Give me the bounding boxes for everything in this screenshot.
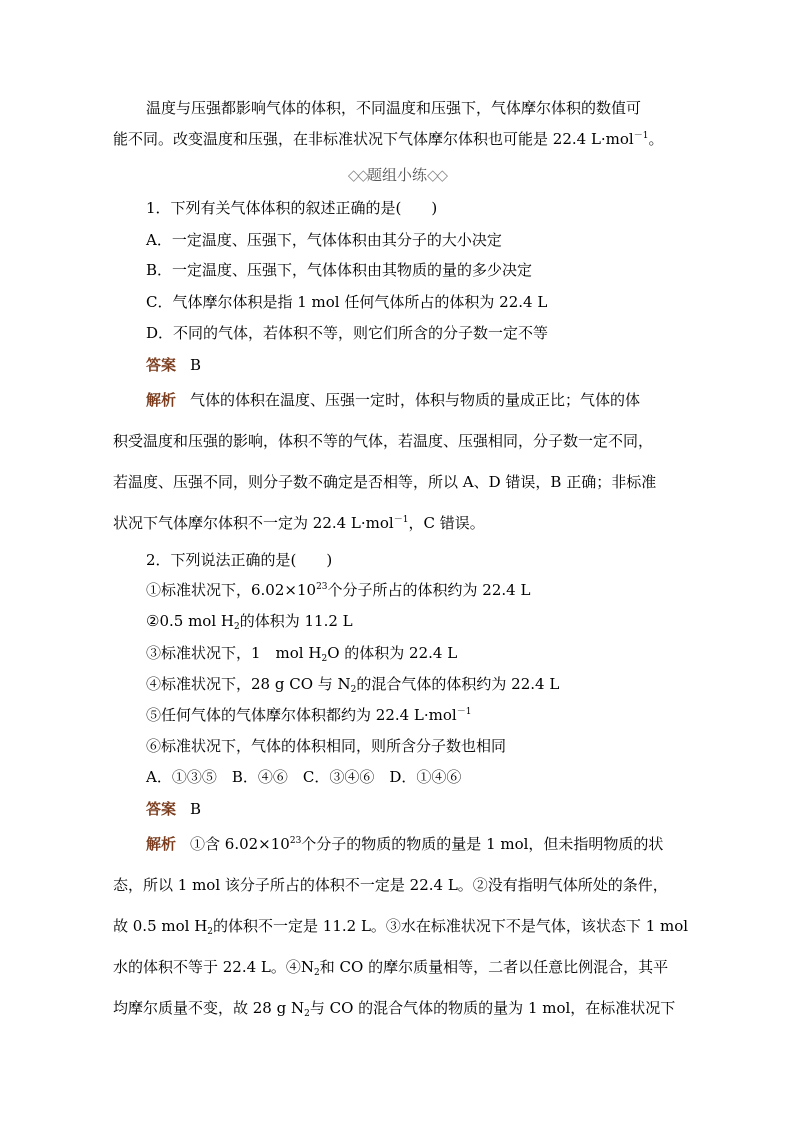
q2-statement-6: ⑥标准状况下，气体的体积相同，则所含分子数也相同: [146, 737, 507, 755]
q2-statement-2: ②0.5 mol $H_2$的体积为 11.2 L: [146, 612, 353, 632]
q2-analysis-line-5: 均摩尔质量不变，故 28 g $N_2$与 CO 的混合气体的物质的量为 1 mol，在标准状况下: [113, 999, 676, 1019]
q1-option-c: C．气体摩尔体积是指 1 mol 任何气体所占的体积为 22.4 L: [146, 293, 548, 311]
q1-analysis-line-2: 积受温度和压强的影响，体积不等的气体，若温度、压强相同，分子数一定不同，: [113, 432, 654, 450]
intro-line-2: 能不同。改变温度和压强，在非标准状况下气体摩尔体积也可能是 22.4 L·mol$^{-1}$。: [113, 130, 664, 148]
q2-choices: A．①③⑤ B．④⑥ C．③④⑥ D．①④⑥: [146, 768, 462, 786]
q1-analysis-line-4: 状况下气体摩尔体积不一定为 22.4 L·mol$^{-1}$，C 错误。: [113, 514, 485, 532]
q2-statement-5: ⑤任何气体的气体摩尔体积都约为 22.4 L·mol$^{-1}$: [146, 706, 472, 724]
diamond-icon: ◇◇: [427, 166, 447, 184]
q1-option-a: A．一定温度、压强下，气体体积由其分子的大小决定: [146, 231, 502, 249]
answer-label: 答案: [146, 356, 177, 374]
q2-statement-3: ③标准状况下，1 mol $H_2O$ 的体积为 22.4 L: [146, 644, 458, 664]
analysis-label: 解析: [146, 835, 177, 853]
answer-label: 答案: [146, 800, 177, 818]
intro-line-1: 温度与压强都影响气体的体积，不同温度和压强下，气体摩尔体积的数值可: [146, 99, 642, 117]
diamond-icon: ◇◇: [347, 166, 367, 184]
q2-analysis-line-3: 故 0.5 mol $H_2$的体积不一定是 11.2 L。③水在标准状况下不是气体，该状态下 1 mol: [113, 917, 689, 937]
q2-answer: 答案 B: [146, 800, 202, 818]
q1-analysis-line-3: 若温度、压强不同，则分子数不确定是否相等，所以 A、D 错误，B 正确；非标准: [113, 473, 657, 491]
analysis-label: 解析: [146, 391, 177, 409]
question-1-stem: 1．下列有关气体体积的叙述正确的是( ): [146, 199, 438, 217]
q2-analysis-line-1: 解析 ①含 $6.02\times 10^{23}$个分子的物质的物质的量是 1 mol，但未指明物质的状: [146, 835, 664, 853]
q2-analysis-line-2: 态，所以 1 mol 该分子所占的体积不一定是 22.4 L。②没有指明气体所处的条件，: [113, 876, 668, 894]
q1-answer: 答案 B: [146, 356, 202, 374]
q2-statement-4: ④标准状况下，28 g CO 与 $N_2$的混合气体的体积约为 22.4 L: [146, 675, 560, 695]
q1-option-d: D．不同的气体，若体积不等，则它们所含的分子数一定不等: [146, 324, 549, 342]
section-title: ◇◇题组小练◇◇: [347, 166, 447, 184]
q2-analysis-line-4: 水的体积不等于 22.4 L。$④N_2$和 CO 的摩尔质量相等，二者以任意比例混合，其平: [113, 958, 669, 978]
q1-analysis-line-1: 解析 气体的体积在温度、压强一定时，体积与物质的量成正比；气体的体: [146, 391, 641, 409]
q1-option-b: B．一定温度、压强下，气体体积由其物质的量的多少决定: [146, 261, 533, 279]
q2-statement-1: ①标准状况下，$6.02\times 10^{23}$个分子所占的体积约为 22.4 L: [146, 581, 531, 599]
question-2-stem: 2．下列说法正确的是( ): [146, 551, 333, 569]
